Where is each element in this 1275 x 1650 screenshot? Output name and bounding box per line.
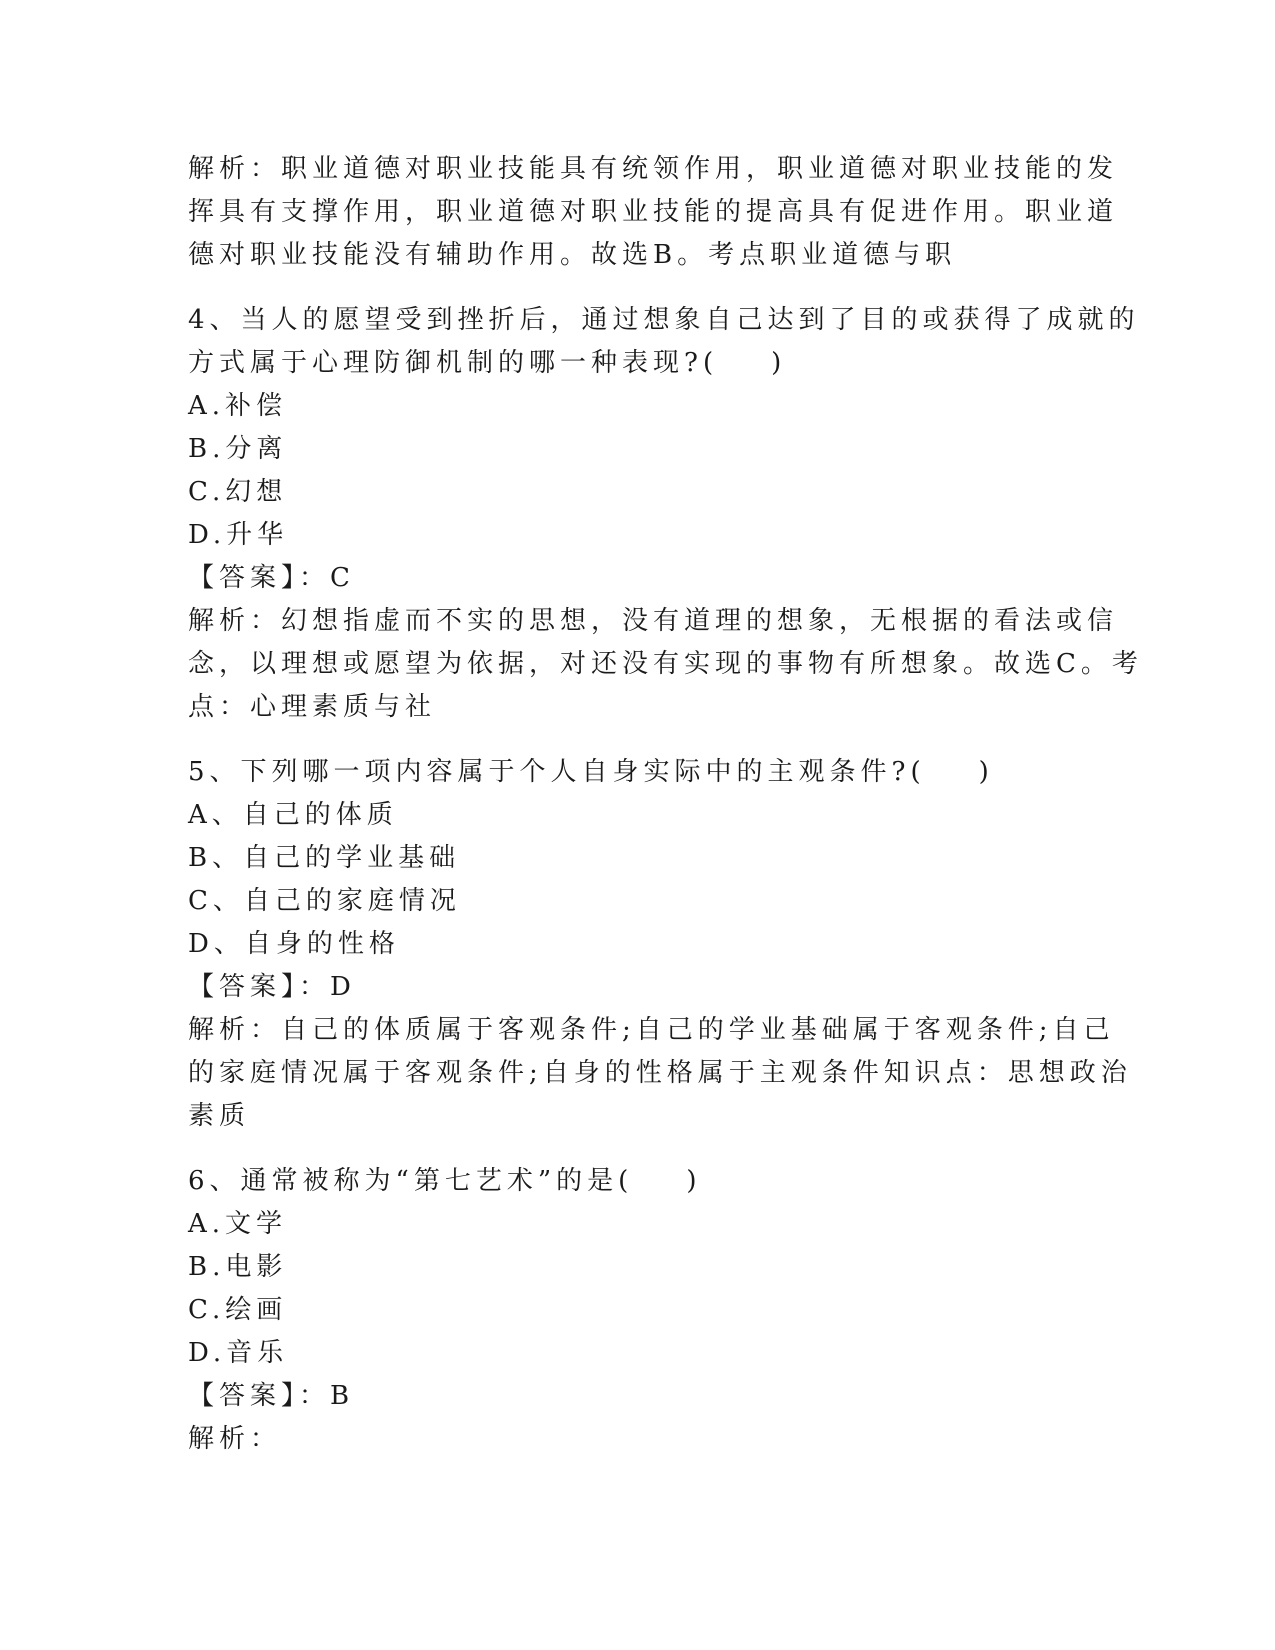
- option-c: C、自己的家庭情况: [188, 886, 461, 916]
- question-5: [188, 751, 1132, 1138]
- explanation-line: 的家庭情况属于客观条件;自身的性格属于主观条件知识点：思想政治: [188, 1058, 1132, 1088]
- option-a: A.文学: [188, 1209, 288, 1239]
- question-stem: 6、通常被称为“第七艺术”的是( ): [188, 1166, 702, 1196]
- option-c: C.绘画: [188, 1295, 288, 1325]
- option-a: A.补偿: [188, 391, 288, 421]
- explanation-line: 挥具有支撑作用，职业道德对职业技能的提高具有促进作用。职业道: [188, 197, 1119, 227]
- question-stem: 4、当人的愿望受到挫折后，通过想象自己达到了目的或获得了成就的: [188, 305, 1140, 335]
- option-b: B、自己的学业基础: [188, 843, 461, 873]
- option-a: A、自己的体质: [188, 800, 398, 830]
- answer: 【答案】：C: [188, 563, 355, 593]
- explanation-q3: [188, 148, 1119, 277]
- option-b: B.电影: [188, 1252, 288, 1282]
- explanation-line: 德对职业技能没有辅助作用。故选B。考点职业道德与职: [188, 240, 957, 270]
- option-d: D.升华: [188, 520, 289, 550]
- explanation-line: 解析：职业道德对职业技能具有统领作用，职业道德对职业技能的发: [188, 154, 1119, 184]
- explanation-line: 念，以理想或愿望为依据，对还没有实现的事物有所想象。故选C。考: [188, 649, 1143, 679]
- document-page: [188, 148, 1143, 1461]
- explanation-line: 解析：幻想指虚而不实的思想，没有道理的想象，无根据的看法或信: [188, 606, 1119, 636]
- explanation-line: 解析：自己的体质属于客观条件;自己的学业基础属于客观条件;自己: [188, 1015, 1115, 1045]
- explanation-line: 点：心理素质与社: [188, 692, 437, 722]
- question-6: [188, 1160, 1088, 1461]
- explanation-line: 解析：: [188, 1424, 282, 1454]
- answer: 【答案】：D: [188, 972, 356, 1002]
- answer: 【答案】：B: [188, 1381, 355, 1411]
- question-4: [188, 299, 1143, 729]
- explanation-line: 素质: [188, 1101, 251, 1131]
- question-stem: 方式属于心理防御机制的哪一种表现?( ): [188, 348, 787, 378]
- option-c: C.幻想: [188, 477, 288, 507]
- option-d: D、自身的性格: [188, 929, 400, 959]
- option-b: B.分离: [188, 434, 288, 464]
- option-d: D.音乐: [188, 1338, 289, 1368]
- question-stem: 5、下列哪一项内容属于个人自身实际中的主观条件?( ): [188, 757, 994, 787]
